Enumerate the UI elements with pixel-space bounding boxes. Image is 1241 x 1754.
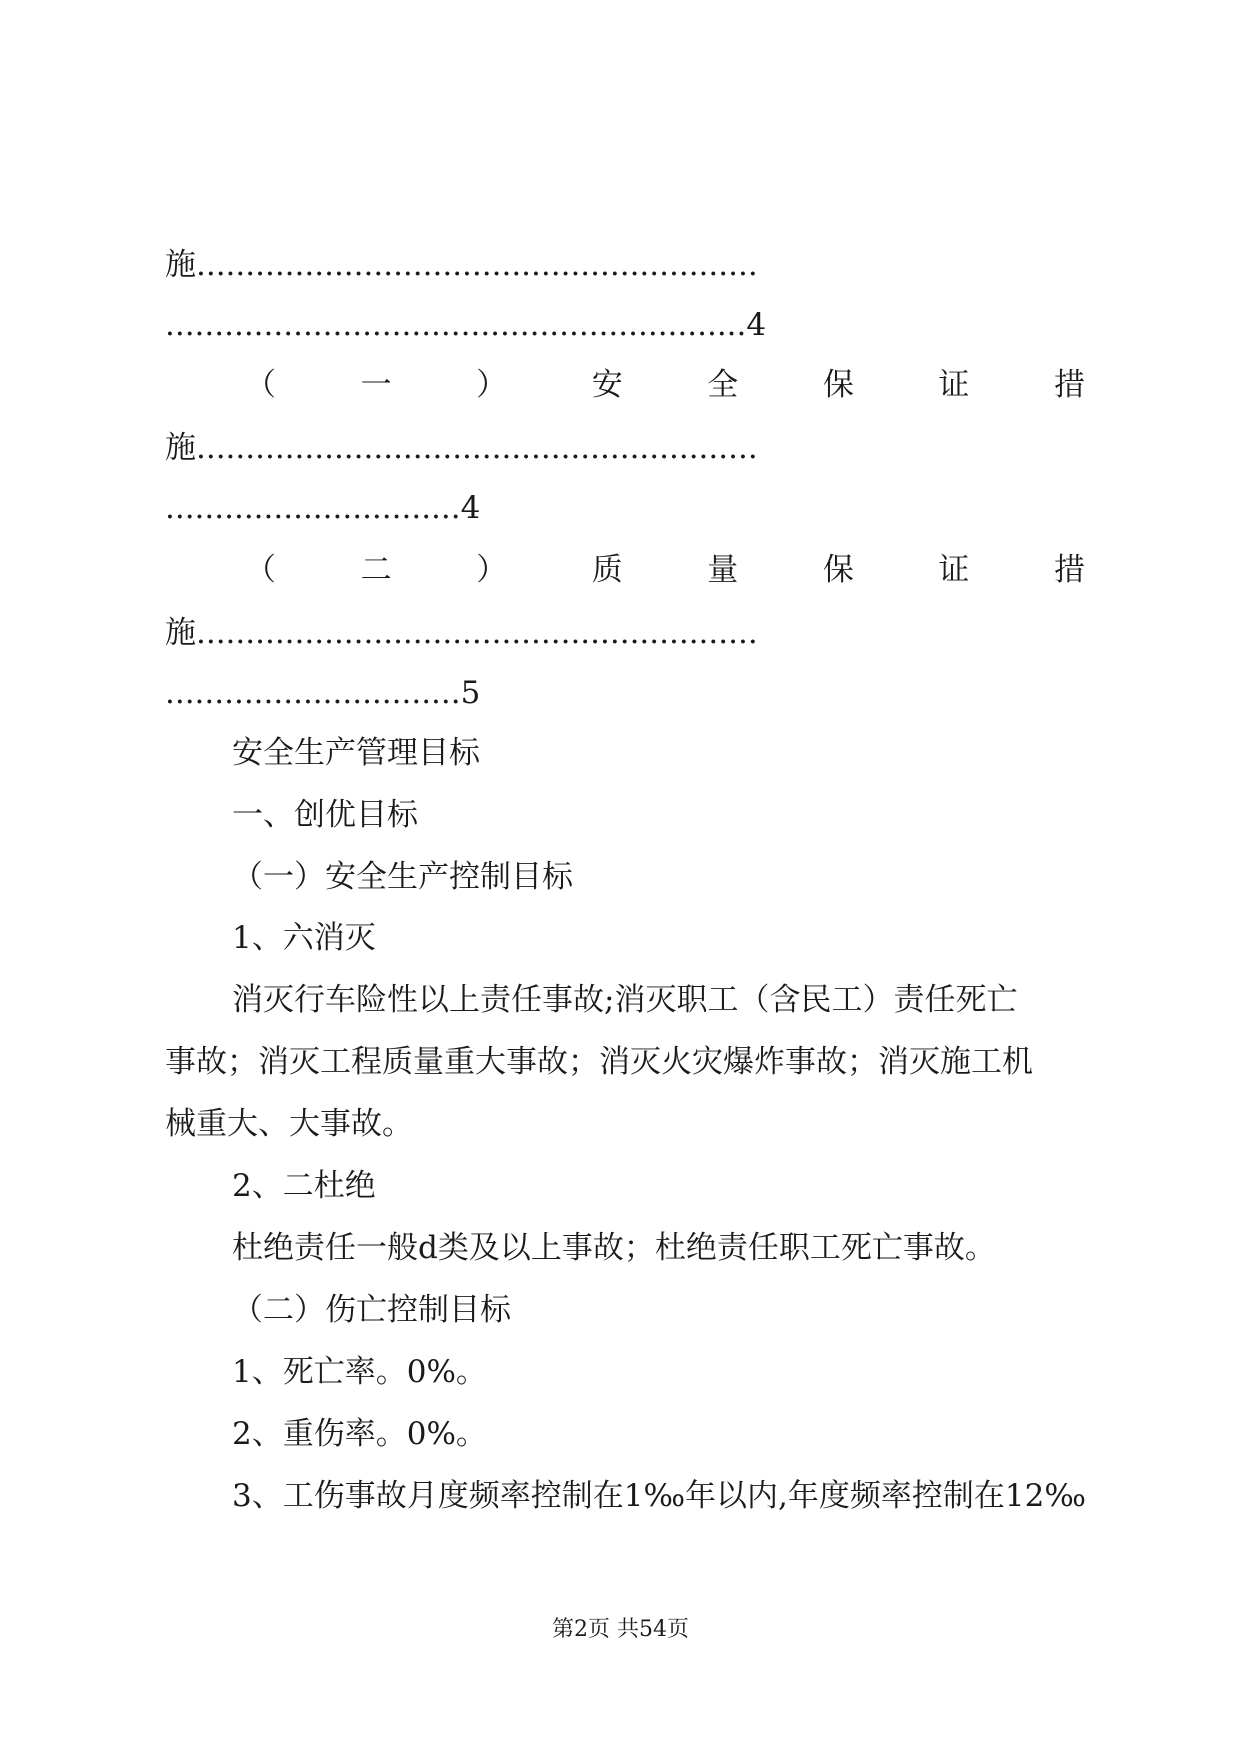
subsection-heading: （二）伤亡控制目标 [232,1292,511,1328]
section-heading: 一、创优目标 [232,797,418,833]
toc-line: 施......................................................... [165,247,758,283]
toc-entry-char: 措 [1053,552,1085,588]
toc-entry-char: 保 [822,552,854,588]
list-item: 2、重伤率。0%。 [232,1416,487,1452]
toc-entry-safety-measures [245,365,1085,405]
toc-line: ..............................4 [165,490,481,526]
section-heading: 安全生产管理目标 [232,735,480,771]
toc-entry-char: 保 [822,367,854,403]
item-heading: 1、六消灭 [232,920,376,956]
toc-entry-char: 一 [360,367,392,403]
list-item: 1、死亡率。0%。 [232,1354,487,1390]
toc-entry-char: （ [245,552,276,588]
paragraph-line: 事故；消灭工程质量重大事故；消灭火灾爆炸事故；消灭施工机 [165,1044,1033,1080]
paragraph-line: 械重大、大事故。 [165,1106,413,1142]
toc-line: 施......................................................... [165,430,758,466]
toc-line: ..............................5 [165,675,481,711]
toc-entry-char: 量 [707,552,739,588]
item-heading: 2、二杜绝 [232,1168,376,1204]
toc-line: 施......................................................... [165,615,758,651]
toc-entry-char: 措 [1053,367,1085,403]
toc-entry-char: ） [476,552,508,588]
toc-line: ...........................................................4 [165,307,767,343]
toc-entry-char: 证 [938,552,970,588]
list-item: 3、工伤事故月度频率控制在1‰年以内,年度频率控制在12‰ [232,1478,1086,1514]
toc-entry-char: 证 [938,367,970,403]
toc-entry-char: （ [245,367,276,403]
toc-entry-quality-measures [245,550,1085,590]
paragraph-line: 杜绝责任一般d类及以上事故；杜绝责任职工死亡事故。 [232,1230,996,1266]
toc-entry-char: 二 [360,552,392,588]
toc-entry-char: 全 [707,367,739,403]
paragraph-line: 消灭行车险性以上责任事故;消灭职工（含民工）责任死亡 [232,982,1018,1018]
toc-entry-char: 安 [591,367,623,403]
subsection-heading: （一）安全生产控制目标 [232,859,573,895]
page-footer: 第2页 共54页 [552,1617,689,1642]
toc-entry-char: 质 [591,552,623,588]
toc-entry-char: ） [476,367,508,403]
